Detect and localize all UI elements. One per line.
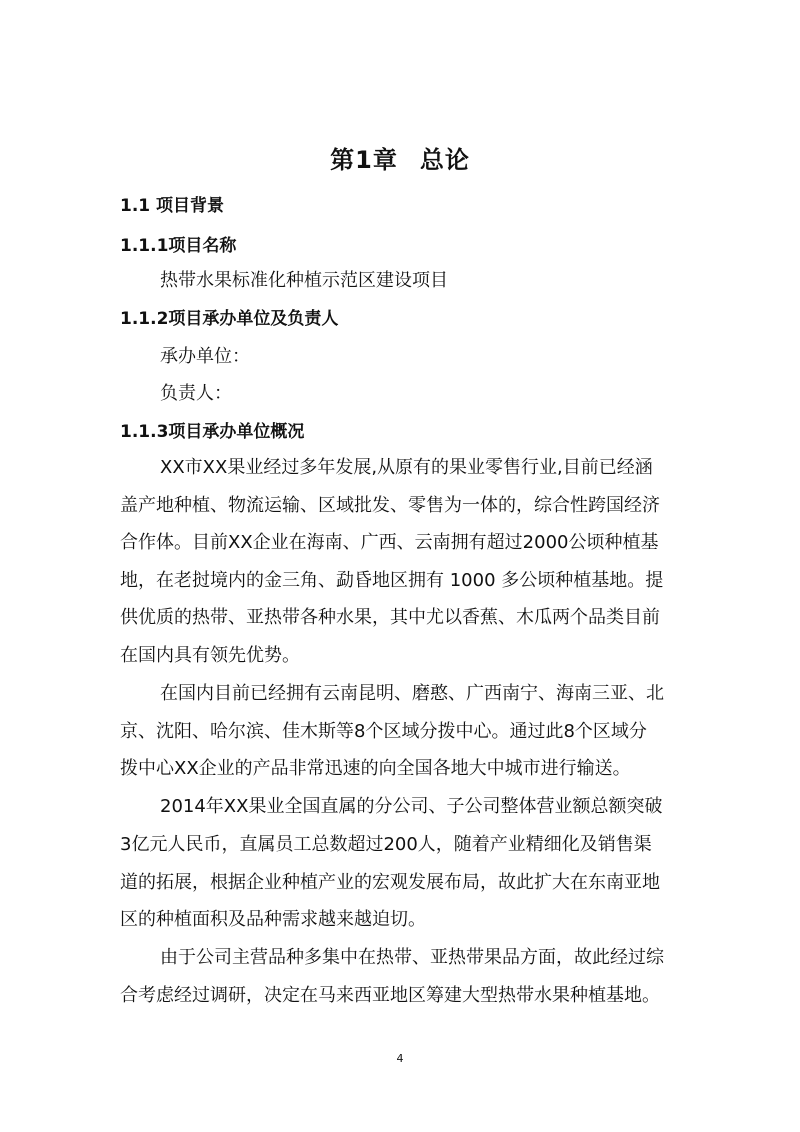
section-heading-1-1-1: 1.1.1项目名称 xyxy=(120,236,237,256)
paragraph-1-line-4: 地，在老挝境内的金三角、勐昏地区拥有 1000 多公顷种植基地。提 xyxy=(120,570,664,591)
paragraph-3-line-3: 道的拓展，根据企业种植产业的宏观发展布局，故此扩大在东南亚地 xyxy=(120,872,660,893)
section-heading-1-1: 1.1 项目背景 xyxy=(120,196,225,216)
paragraph-1-line-5: 供优质的热带、亚热带各种水果，其中尤以香蕉、木瓜两个品类目前 xyxy=(120,607,660,628)
paragraph-3-line-1: 2014年XX果业全国直属的分公司、子公司整体营业额总额突破 xyxy=(160,796,663,817)
section-heading-1-1-3: 1.1.3项目承办单位概况 xyxy=(120,422,305,442)
paragraph-4-line-1: 由于公司主营品种多集中在热带、亚热带果品方面，故此经过综 xyxy=(160,947,664,968)
chapter-number: 第1章 xyxy=(330,146,398,174)
paragraph-1-line-1: XX市XX果业经过多年发展,从原有的果业零售行业,目前已经涵 xyxy=(160,457,653,478)
organizer-label: 承办单位： xyxy=(160,346,250,367)
paragraph-4-line-2: 合考虑经过调研，决定在马来西亚地区筹建大型热带水果种植基地。 xyxy=(120,985,660,1006)
chapter-title xyxy=(0,140,800,175)
paragraph-2-line-2: 京、沈阳、哈尔滨、佳木斯等8个区域分拨中心。通过此8个区域分 xyxy=(120,721,647,742)
paragraph-2-line-1: 在国内目前已经拥有云南昆明、磨憨、广西南宁、海南三亚、北 xyxy=(160,683,664,704)
chapter-name: 总论 xyxy=(419,146,470,174)
section-heading-1-1-2: 1.1.2项目承办单位及负责人 xyxy=(120,309,339,329)
paragraph-3-line-4: 区的种植面积及品种需求越来越迫切。 xyxy=(120,909,426,930)
paragraph-3-line-2: 3亿元人民币，直属员工总数超过200人，随着产业精细化及销售渠 xyxy=(120,834,652,855)
project-name-text: 热带水果标准化种植示范区建设项目 xyxy=(160,270,448,291)
paragraph-1-line-2: 盖产地种植、物流运输、区域批发、零售为一体的，综合性跨国经济 xyxy=(120,495,660,516)
page-number: 4 xyxy=(396,1052,404,1065)
paragraph-1-line-3: 合作体。目前XX企业在海南、广西、云南拥有超过2000公顷种植基 xyxy=(120,532,659,553)
paragraph-2-line-3: 拨中心XX企业的产品非常迅速的向全国各地大中城市进行输送。 xyxy=(120,758,631,779)
paragraph-1-line-6: 在国内具有领先优势。 xyxy=(120,645,300,666)
person-in-charge-label: 负责人： xyxy=(160,383,232,404)
